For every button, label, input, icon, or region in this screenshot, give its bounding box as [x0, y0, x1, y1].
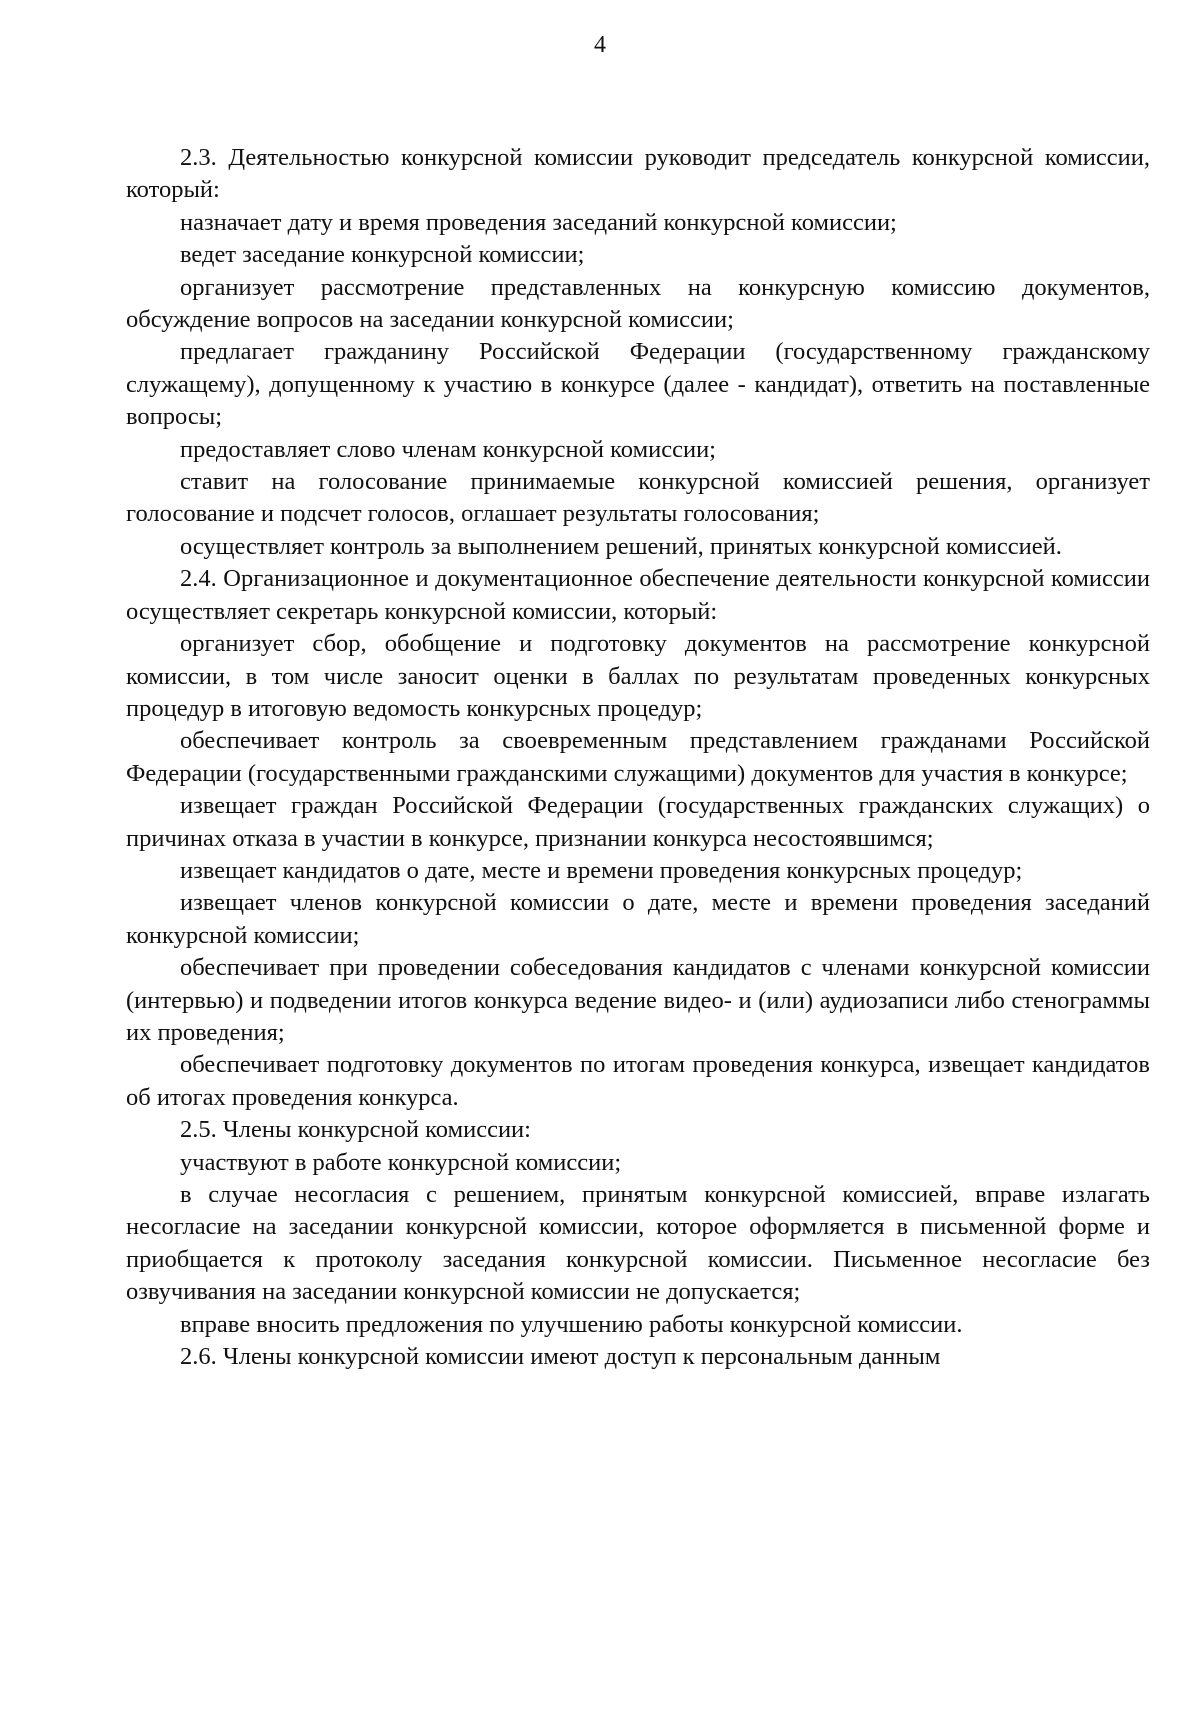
- paragraph: 2.5. Члены конкурсной комиссии:: [180, 1116, 531, 1144]
- paragraph: обеспечивает подготовку документов по итогам проведения конкурса, извещает кандидатов об итогах проведения конкурса.: [126, 1051, 1150, 1111]
- paragraph: организует сбор, обобщение и подготовку документов на рассмотрение конкурсной комиссии, в том числе заносит оценки в баллах по результатам проведенных конкурсных процедур в итоговую ведомость конкурсных процедур;: [126, 630, 1150, 722]
- paragraph: 2.3. Деятельностью конкурсной комиссии руководит председатель конкурсной комиссии, который:: [126, 144, 1150, 204]
- paragraph: обеспечивает при проведении собеседования кандидатов с членами конкурсной комиссии (интервью) и подведении итогов конкурса ведение видео- и (или) аудиозаписи либо стенограммы их проведения;: [126, 954, 1150, 1046]
- paragraph: участвуют в работе конкурсной комиссии;: [180, 1148, 622, 1176]
- paragraph: в случае несогласия с решением, принятым конкурсной комиссией, вправе излагать несогласие на заседании конкурсной комиссии, которое оформляется в письменной форме и приобщается к протоколу заседания конкурсной комиссии. Письменное несогласие без озвучивания на заседании конкурсной комиссии не допускается;: [126, 1181, 1150, 1306]
- paragraph: предоставляет слово членам конкурсной комиссии;: [180, 435, 716, 463]
- paragraph: извещает граждан Российской Федерации (государственных гражданских служащих) о причинах отказа в участии в конкурсе, признании конкурса несостоявшимся;: [126, 792, 1150, 852]
- paragraph: предлагает гражданину Российской Федерации (государственному гражданскому служащему), допущенному к участию в конкурсе (далее - кандидат), ответить на поставленные вопросы;: [126, 338, 1150, 431]
- paragraph: 2.6. Члены конкурсной комиссии имеют доступ к персональным данным: [180, 1343, 941, 1371]
- page-number: 4: [594, 32, 606, 58]
- paragraph: извещает членов конкурсной комиссии о дате, месте и времени проведения заседаний конкурсной комиссии;: [126, 889, 1150, 949]
- paragraph: обеспечивает контроль за своевременным представлением гражданами Российской Федерации (государственными гражданскими служащими) документов для участия в конкурсе;: [126, 727, 1150, 787]
- paragraph: ставит на голосование принимаемые конкурсной комиссией решения, организует голосование и подсчет голосов, оглашает результаты голосования;: [126, 468, 1150, 528]
- paragraph: назначает дату и время проведения заседаний конкурсной комиссии;: [180, 208, 897, 236]
- paragraph: осуществляет контроль за выполнением решений, принятых конкурсной комиссией.: [180, 532, 1062, 560]
- paragraph: ведет заседание конкурсной комиссии;: [180, 241, 585, 269]
- paragraph: вправе вносить предложения по улучшению работы конкурсной комиссии.: [180, 1310, 963, 1338]
- paragraph: организует рассмотрение представленных на конкурсную комиссию документов, обсуждение вопросов на заседании конкурсной комиссии;: [126, 273, 1150, 334]
- document-body: [126, 142, 1150, 1373]
- paragraph: 2.4. Организационное и документационное обеспечение деятельности конкурсной комиссии осуществляет секретарь конкурсной комиссии, который:: [126, 565, 1150, 625]
- paragraph: извещает кандидатов о дате, месте и времени проведения конкурсных процедур;: [180, 856, 1023, 884]
